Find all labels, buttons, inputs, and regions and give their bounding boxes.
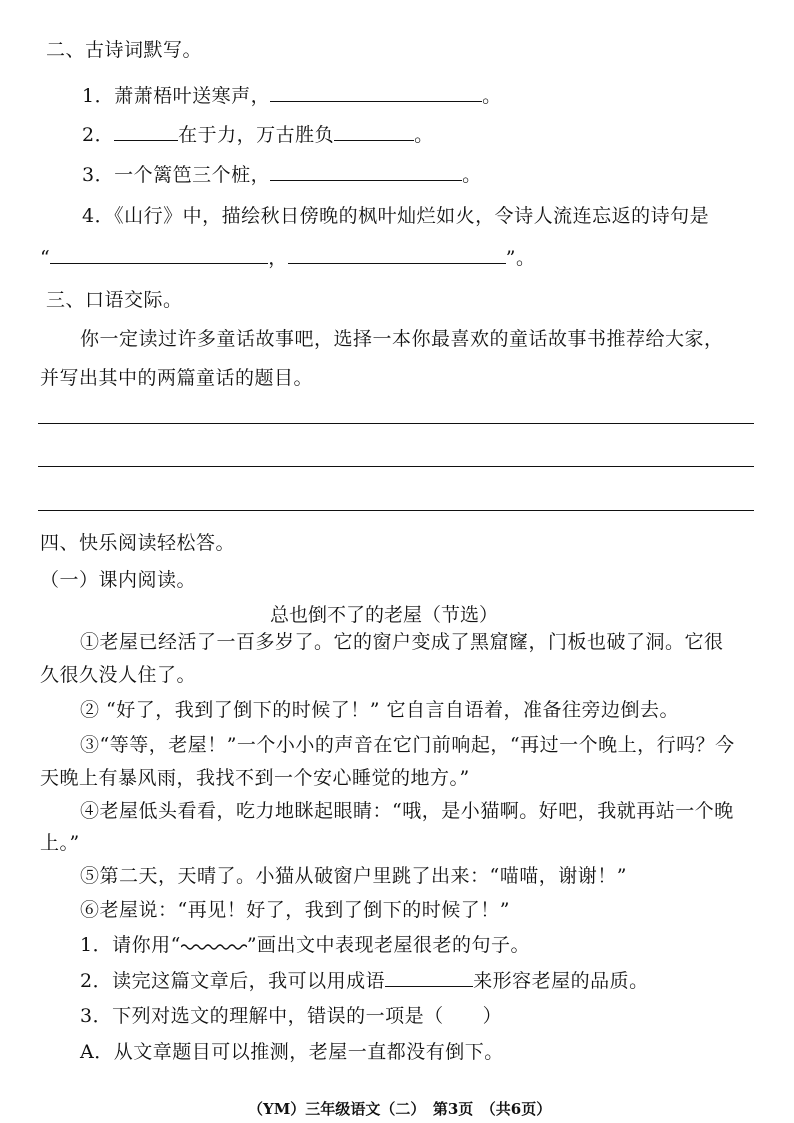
- writing-line[interactable]: [38, 423, 754, 424]
- answer-blank[interactable]: [288, 245, 506, 264]
- close-quote: ”。: [505, 247, 536, 269]
- poem-q1-text: 1．萧萧梧叶送寒声，: [82, 85, 271, 107]
- poem-question-3: [82, 162, 482, 187]
- poem-q3-text: 3．一个篱笆三个桩，: [82, 164, 271, 186]
- poem-q2-text: 在于力，万古胜负: [178, 124, 335, 146]
- section3-heading: 三、口语交际。: [46, 289, 183, 311]
- paragraph-3-line1: ③“等等，老屋！”一个小小的声音在它门前响起，“再过一个晚上，行吗？今: [80, 734, 735, 756]
- poem-q3-end: 。: [462, 164, 482, 186]
- section3-prompt-line1: 你一定读过许多童话故事吧，选择一本你最喜欢的童话故事书推荐给大家，: [80, 328, 724, 350]
- poem-question-2: [82, 122, 434, 147]
- answer-blank[interactable]: [334, 122, 414, 141]
- reading-q1-text-end: ”画出文中表现老屋很老的句子。: [246, 934, 531, 956]
- paragraph-4-line2: 上。”: [40, 832, 80, 854]
- answer-blank[interactable]: [270, 83, 482, 102]
- section3-prompt-line2: 并写出其中的两篇童话的题目。: [40, 367, 314, 389]
- comma: ，: [268, 247, 288, 269]
- reading-question-1: [80, 933, 530, 957]
- reading-q1-text: 1．请你用“: [80, 934, 181, 956]
- section4-subheading: （一）课内阅读。: [40, 569, 197, 591]
- open-quote: “: [40, 247, 51, 269]
- poem-question-1: [82, 83, 502, 108]
- page-footer: （YM）三年级语文（二） 第3页 （共6页）: [248, 1100, 552, 1118]
- poem-q2-end: 。: [414, 124, 434, 146]
- reading-question-3: 3．下列对选文的理解中，错误的一项是（ ）: [80, 1005, 503, 1027]
- paragraph-3-line2: 天晚上有暴风雨，我找不到一个安心睡觉的地方。”: [40, 767, 470, 789]
- paragraph-2: ② “好了，我到了倒下的时候了！” 它自言自语着，准备往旁边倒去。: [80, 699, 680, 721]
- answer-blank[interactable]: [385, 968, 473, 987]
- passage-title: 总也倒不了的老屋（节选）: [270, 604, 499, 626]
- poem-q1-end: 。: [482, 85, 502, 107]
- wavy-underline-icon: [181, 941, 247, 951]
- answer-blank[interactable]: [114, 122, 178, 141]
- paragraph-1-line2: 久很久没人住了。: [40, 664, 197, 686]
- reading-q2-text-end: 来形容老屋的品质。: [473, 970, 649, 992]
- reading-q2-text: 2．读完这篇文章后，我可以用成语: [80, 970, 386, 992]
- paragraph-5: ⑤第二天，天晴了。小猫从破窗户里跳了出来：“喵喵，谢谢！”: [80, 865, 627, 887]
- section4-heading: 四、快乐阅读轻松答。: [40, 532, 236, 554]
- poem-question-4-answer-line: [40, 245, 535, 270]
- paragraph-6: ⑥老屋说：“再见！好了，我到了倒下的时候了！”: [80, 899, 510, 921]
- answer-blank[interactable]: [50, 245, 268, 264]
- answer-blank[interactable]: [270, 162, 462, 181]
- writing-line[interactable]: [38, 510, 754, 511]
- paragraph-1-line1: ①老屋已经活了一百多岁了。它的窗户变成了黑窟窿，门板也破了洞。它很: [80, 631, 724, 653]
- poem-question-4: 4．《山行》中，描绘秋日傍晚的枫叶灿烂如火，令诗人流连忘返的诗句是: [82, 205, 710, 227]
- section2-heading: 二、古诗词默写。: [46, 39, 203, 61]
- poem-q2-number: 2．: [82, 124, 115, 146]
- option-a: A．从文章题目可以推测，老屋一直都没有倒下。: [80, 1041, 504, 1063]
- paragraph-4-line1: ④老屋低头看看，吃力地眯起眼睛：“哦，是小猫啊。好吧，我就再站一个晚: [80, 800, 734, 822]
- reading-question-2: [80, 968, 649, 993]
- writing-line[interactable]: [38, 466, 754, 467]
